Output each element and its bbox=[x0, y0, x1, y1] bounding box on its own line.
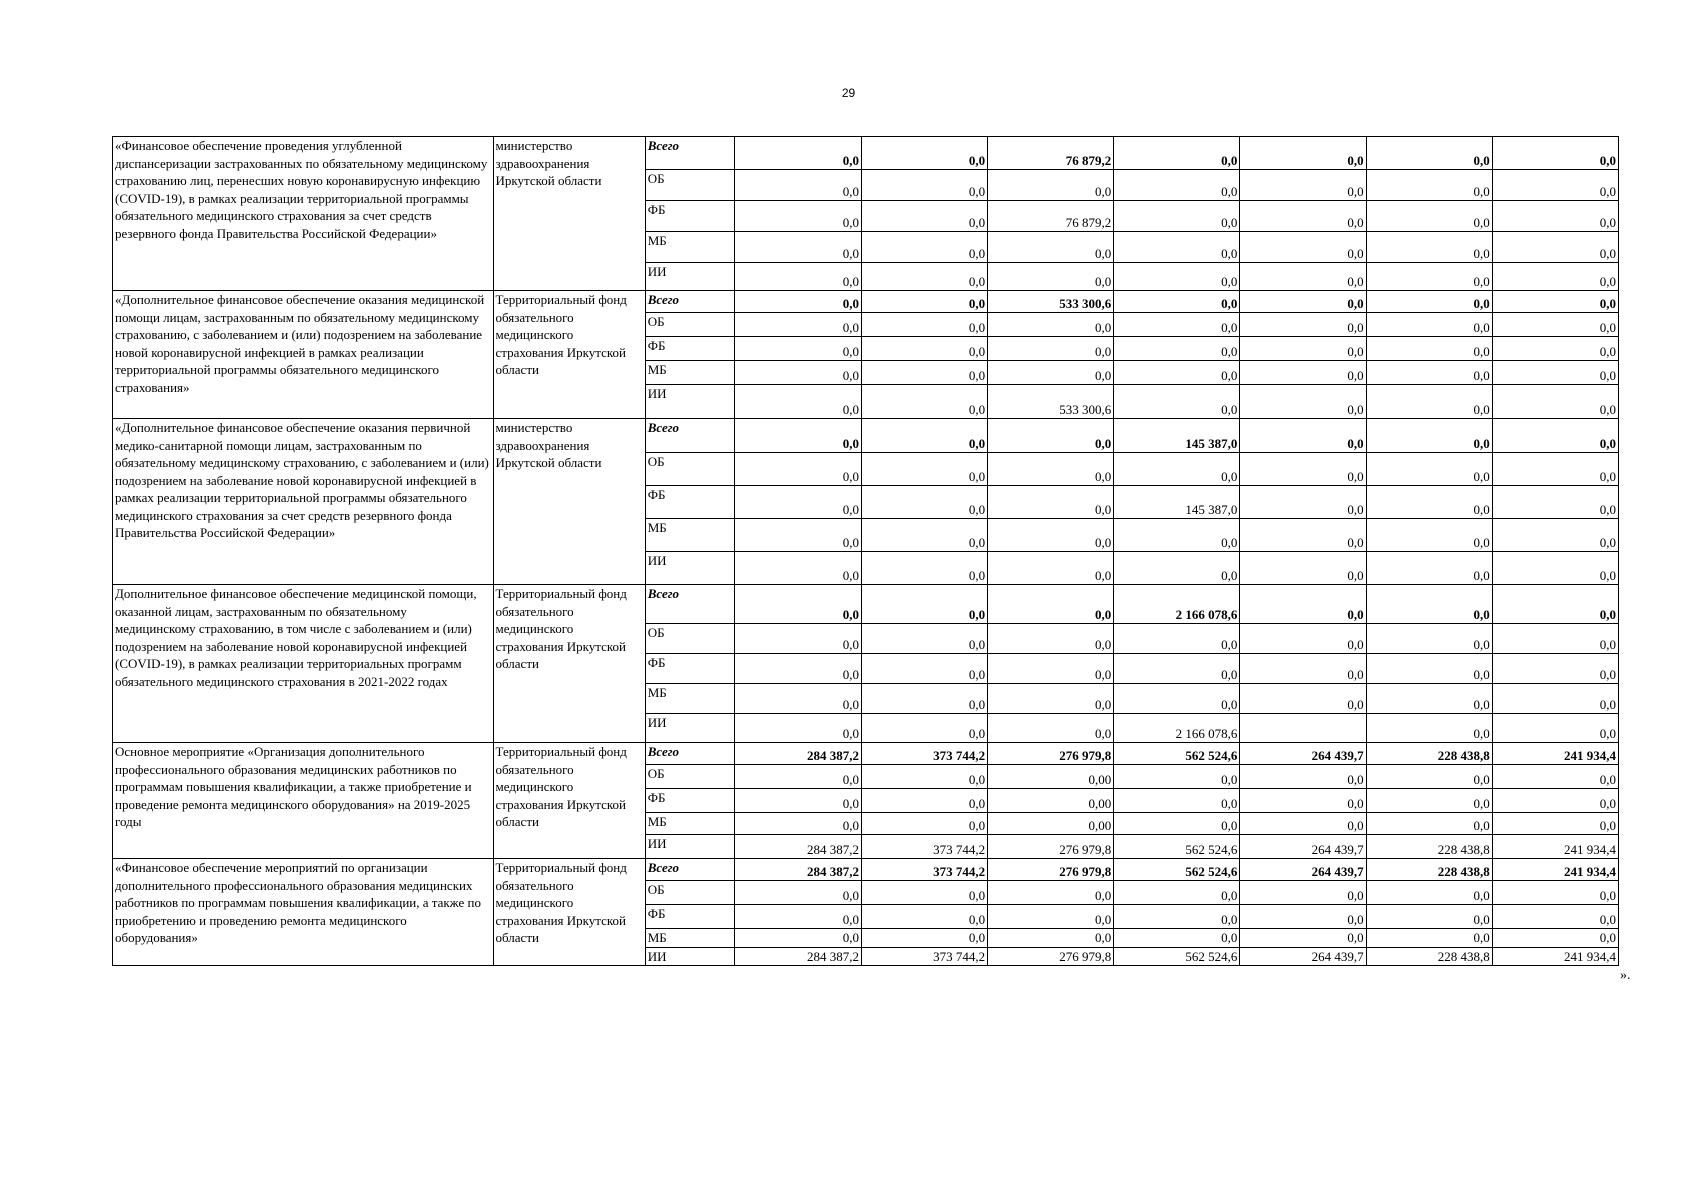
amount-cell: 0,0 bbox=[861, 337, 987, 361]
amount-cell: 0,0 bbox=[1492, 313, 1618, 337]
amount-cell: 0,0 bbox=[1240, 684, 1366, 714]
amount-cell: 0,0 bbox=[1240, 170, 1366, 201]
amount-cell: 228 438,8 bbox=[1366, 743, 1492, 765]
amount-cell: 0,0 bbox=[1492, 453, 1618, 486]
amount-cell: 562 524,6 bbox=[1114, 947, 1240, 966]
amount-cell: 0,0 bbox=[1114, 624, 1240, 654]
amount-cell: 0,0 bbox=[861, 881, 987, 905]
amount-cell: 0,0 bbox=[1240, 654, 1366, 684]
funding-source-cell: Всего bbox=[645, 137, 734, 170]
amount-cell: 0,0 bbox=[988, 624, 1114, 654]
amount-cell: 0,0 bbox=[861, 813, 987, 835]
amount-cell: 284 387,2 bbox=[734, 947, 861, 966]
amount-cell: 0,0 bbox=[734, 813, 861, 835]
amount-cell: 0,0 bbox=[734, 361, 861, 385]
funding-source-cell: Всего bbox=[645, 291, 734, 313]
amount-cell: 0,0 bbox=[1366, 624, 1492, 654]
amount-cell: 0,0 bbox=[1366, 765, 1492, 789]
amount-cell: 0,0 bbox=[988, 519, 1114, 552]
amount-cell: 0,0 bbox=[1366, 263, 1492, 291]
amount-cell: 0,0 bbox=[1240, 453, 1366, 486]
amount-cell: 0,0 bbox=[1492, 929, 1618, 948]
funding-source-cell: ОБ bbox=[645, 170, 734, 201]
amount-cell: 0,0 bbox=[861, 291, 987, 313]
amount-cell: 0,0 bbox=[1240, 881, 1366, 905]
amount-cell: 0,0 bbox=[1366, 232, 1492, 263]
amount-cell: 264 439,7 bbox=[1240, 947, 1366, 966]
amount-cell: 0,00 bbox=[988, 765, 1114, 789]
amount-cell: 0,0 bbox=[861, 654, 987, 684]
amount-cell: 264 439,7 bbox=[1240, 859, 1366, 881]
amount-cell: 0,0 bbox=[1492, 585, 1618, 624]
funding-table bbox=[112, 136, 1619, 966]
amount-cell: 562 524,6 bbox=[1114, 743, 1240, 765]
amount-cell: 0,0 bbox=[1240, 232, 1366, 263]
amount-cell: 0,0 bbox=[988, 585, 1114, 624]
amount-cell: 0,0 bbox=[1114, 313, 1240, 337]
amount-cell: 0,0 bbox=[734, 337, 861, 361]
amount-cell: 0,0 bbox=[861, 201, 987, 232]
amount-cell: 0,0 bbox=[734, 232, 861, 263]
amount-cell: 0,0 bbox=[1114, 552, 1240, 585]
amount-cell: 284 387,2 bbox=[734, 743, 861, 765]
amount-cell: 0,0 bbox=[1240, 929, 1366, 948]
amount-cell: 0,0 bbox=[988, 337, 1114, 361]
amount-cell: 0,0 bbox=[1114, 337, 1240, 361]
amount-cell: 276 979,8 bbox=[988, 835, 1114, 859]
amount-cell: 0,0 bbox=[1492, 714, 1618, 743]
funding-source-cell: ИИ bbox=[645, 947, 734, 966]
amount-cell: 0,0 bbox=[734, 552, 861, 585]
amount-cell: 0,00 bbox=[988, 789, 1114, 813]
amount-cell: 76 879,2 bbox=[988, 201, 1114, 232]
amount-cell: 0,0 bbox=[1366, 291, 1492, 313]
page-number: 29 bbox=[841, 86, 856, 100]
amount-cell: 0,0 bbox=[1492, 337, 1618, 361]
amount-cell: 0,0 bbox=[1492, 765, 1618, 789]
amount-cell: 284 387,2 bbox=[734, 859, 861, 881]
table-row bbox=[113, 743, 1619, 765]
amount-cell: 0,0 bbox=[1366, 552, 1492, 585]
amount-cell: 0,0 bbox=[988, 905, 1114, 929]
amount-cell: 0,0 bbox=[734, 385, 861, 419]
amount-cell: 0,0 bbox=[734, 684, 861, 714]
amount-cell: 0,0 bbox=[1366, 201, 1492, 232]
amount-cell bbox=[1240, 714, 1366, 743]
measure-name-cell: «Финансовое обеспечение мероприятий по организации дополнительного профессионального образования медицинских работников по программам повышения квалификации, а также по приобретению и проведению ремонта медицинского оборудования» bbox=[113, 859, 494, 966]
executor-cell: министерство здравоохранения Иркутской области bbox=[493, 419, 645, 585]
amount-cell: 0,0 bbox=[861, 585, 987, 624]
executor-cell: Территориальный фонд обязательного медицинского страхования Иркутской области bbox=[493, 291, 645, 419]
amount-cell: 228 438,8 bbox=[1366, 859, 1492, 881]
amount-cell: 2 166 078,6 bbox=[1114, 714, 1240, 743]
funding-source-cell: Всего bbox=[645, 419, 734, 453]
amount-cell: 0,0 bbox=[861, 765, 987, 789]
amount-cell: 0,0 bbox=[1240, 263, 1366, 291]
amount-cell: 0,0 bbox=[1366, 486, 1492, 519]
amount-cell: 0,0 bbox=[988, 313, 1114, 337]
amount-cell: 0,0 bbox=[861, 313, 987, 337]
amount-cell: 0,0 bbox=[734, 419, 861, 453]
funding-source-cell: ИИ bbox=[645, 385, 734, 419]
amount-cell: 145 387,0 bbox=[1114, 419, 1240, 453]
amount-cell: 0,0 bbox=[1366, 789, 1492, 813]
amount-cell: 0,0 bbox=[1240, 552, 1366, 585]
table-body bbox=[113, 137, 1619, 966]
amount-cell: 0,0 bbox=[861, 263, 987, 291]
amount-cell: 0,0 bbox=[988, 881, 1114, 905]
amount-cell: 533 300,6 bbox=[988, 291, 1114, 313]
amount-cell: 0,0 bbox=[1492, 232, 1618, 263]
amount-cell: 0,0 bbox=[1492, 385, 1618, 419]
amount-cell: 0,0 bbox=[988, 453, 1114, 486]
amount-cell: 0,0 bbox=[1492, 419, 1618, 453]
amount-cell: 228 438,8 bbox=[1366, 835, 1492, 859]
funding-source-cell: ИИ bbox=[645, 552, 734, 585]
amount-cell: 0,0 bbox=[861, 789, 987, 813]
amount-cell: 0,0 bbox=[988, 929, 1114, 948]
amount-cell: 0,0 bbox=[734, 486, 861, 519]
amount-cell: 562 524,6 bbox=[1114, 835, 1240, 859]
amount-cell: 0,0 bbox=[1366, 519, 1492, 552]
amount-cell: 0,0 bbox=[1492, 486, 1618, 519]
amount-cell: 0,0 bbox=[861, 232, 987, 263]
funding-source-cell: ОБ bbox=[645, 881, 734, 905]
funding-source-cell: МБ bbox=[645, 684, 734, 714]
amount-cell: 0,0 bbox=[988, 552, 1114, 585]
funding-source-cell: ОБ bbox=[645, 765, 734, 789]
amount-cell: 0,0 bbox=[1366, 881, 1492, 905]
amount-cell: 0,0 bbox=[861, 361, 987, 385]
amount-cell: 0,0 bbox=[861, 519, 987, 552]
amount-cell: 0,0 bbox=[1114, 813, 1240, 835]
amount-cell: 0,0 bbox=[1114, 232, 1240, 263]
amount-cell: 0,0 bbox=[861, 385, 987, 419]
amount-cell: 0,0 bbox=[1114, 291, 1240, 313]
amount-cell: 0,0 bbox=[1240, 905, 1366, 929]
funding-source-cell: ФБ bbox=[645, 654, 734, 684]
amount-cell: 0,0 bbox=[1114, 137, 1240, 170]
funding-source-cell: Всего bbox=[645, 585, 734, 624]
amount-cell: 264 439,7 bbox=[1240, 835, 1366, 859]
funding-source-cell: ОБ bbox=[645, 624, 734, 654]
amount-cell: 0,0 bbox=[1114, 453, 1240, 486]
amount-cell: 0,0 bbox=[861, 624, 987, 654]
amount-cell: 241 934,4 bbox=[1492, 743, 1618, 765]
amount-cell: 0,0 bbox=[734, 519, 861, 552]
amount-cell: 0,0 bbox=[1366, 905, 1492, 929]
amount-cell: 0,0 bbox=[1492, 881, 1618, 905]
amount-cell: 0,0 bbox=[1114, 263, 1240, 291]
amount-cell: 0,0 bbox=[1366, 585, 1492, 624]
measure-name-cell: Дополнительное финансовое обеспечение медицинской помощи, оказанной лицам, застрахованным по обязательному медицинскому страхованию, в том числе с заболеванием и (или) подозрением на заболевание новой коронавирусной инфекцией (COVID-19), в рамках реализации территориальных программ обязательного медицинского страхования в 2021-2022 годах bbox=[113, 585, 494, 743]
amount-cell: 0,0 bbox=[988, 170, 1114, 201]
closing-quote-mark: ». bbox=[1620, 968, 1631, 983]
amount-cell: 0,0 bbox=[1492, 291, 1618, 313]
amount-cell: 0,0 bbox=[1114, 789, 1240, 813]
funding-source-cell: ОБ bbox=[645, 313, 734, 337]
funding-source-cell: МБ bbox=[645, 929, 734, 948]
amount-cell: 0,0 bbox=[861, 929, 987, 948]
amount-cell: 0,0 bbox=[1492, 201, 1618, 232]
amount-cell: 0,0 bbox=[861, 905, 987, 929]
amount-cell: 0,0 bbox=[734, 624, 861, 654]
amount-cell: 0,0 bbox=[1366, 419, 1492, 453]
amount-cell: 241 934,4 bbox=[1492, 859, 1618, 881]
funding-source-cell: ФБ bbox=[645, 789, 734, 813]
amount-cell: 0,0 bbox=[861, 170, 987, 201]
amount-cell: 0,0 bbox=[1492, 684, 1618, 714]
funding-source-cell: Всего bbox=[645, 859, 734, 881]
amount-cell: 276 979,8 bbox=[988, 947, 1114, 966]
amount-cell: 76 879,2 bbox=[988, 137, 1114, 170]
amount-cell: 0,0 bbox=[988, 486, 1114, 519]
amount-cell: 0,00 bbox=[988, 813, 1114, 835]
funding-source-cell: ФБ bbox=[645, 337, 734, 361]
amount-cell: 0,0 bbox=[734, 263, 861, 291]
amount-cell: 0,0 bbox=[734, 654, 861, 684]
executor-cell: Территориальный фонд обязательного медицинского страхования Иркутской области bbox=[493, 743, 645, 859]
amount-cell: 241 934,4 bbox=[1492, 947, 1618, 966]
amount-cell: 0,0 bbox=[734, 905, 861, 929]
amount-cell: 0,0 bbox=[1114, 765, 1240, 789]
amount-cell: 284 387,2 bbox=[734, 835, 861, 859]
amount-cell: 0,0 bbox=[1240, 486, 1366, 519]
funding-source-cell: ИИ bbox=[645, 263, 734, 291]
amount-cell: 0,0 bbox=[1366, 137, 1492, 170]
amount-cell: 0,0 bbox=[734, 881, 861, 905]
amount-cell: 0,0 bbox=[1366, 684, 1492, 714]
amount-cell: 0,0 bbox=[1492, 789, 1618, 813]
amount-cell: 0,0 bbox=[1366, 654, 1492, 684]
amount-cell: 0,0 bbox=[1366, 170, 1492, 201]
amount-cell: 0,0 bbox=[1366, 453, 1492, 486]
amount-cell: 0,0 bbox=[734, 313, 861, 337]
amount-cell: 0,0 bbox=[1240, 419, 1366, 453]
amount-cell: 0,0 bbox=[1366, 929, 1492, 948]
funding-source-cell: МБ bbox=[645, 361, 734, 385]
amount-cell: 0,0 bbox=[1240, 519, 1366, 552]
measure-name-cell: «Дополнительное финансовое обеспечение оказания первичной медико-санитарной помощи лицам, застрахованным по обязательному медицинскому страхованию, с заболеванием и (или) подозрением на заболевание новой коронавирусной инфекцией в рамках реализации территориальной программы обязательного медицинского страхования за счет средств резервного фонда Правительства Российской Федерации» bbox=[113, 419, 494, 585]
amount-cell: 0,0 bbox=[734, 137, 861, 170]
amount-cell: 0,0 bbox=[1366, 714, 1492, 743]
amount-cell: 0,0 bbox=[1492, 624, 1618, 654]
amount-cell: 0,0 bbox=[988, 232, 1114, 263]
funding-source-cell: ФБ bbox=[645, 201, 734, 232]
amount-cell: 0,0 bbox=[1492, 170, 1618, 201]
funding-source-cell: ОБ bbox=[645, 453, 734, 486]
table-row bbox=[113, 419, 1619, 453]
executor-cell: Территориальный фонд обязательного медицинского страхования Иркутской области bbox=[493, 585, 645, 743]
amount-cell: 0,0 bbox=[1114, 881, 1240, 905]
amount-cell: 0,0 bbox=[1492, 263, 1618, 291]
amount-cell: 0,0 bbox=[734, 585, 861, 624]
measure-name-cell: «Дополнительное финансовое обеспечение оказания медицинской помощи лицам, застрахованным по обязательному медицинскому страхованию, с заболеванием и (или) подозрением на заболевание новой коронавирусной инфекцией в рамках реализации территориальной программы обязательного медицинского страхования» bbox=[113, 291, 494, 419]
amount-cell: 0,0 bbox=[1240, 361, 1366, 385]
amount-cell: 0,0 bbox=[988, 684, 1114, 714]
amount-cell: 0,0 bbox=[1240, 337, 1366, 361]
amount-cell: 373 744,2 bbox=[861, 743, 987, 765]
funding-source-cell: МБ bbox=[645, 813, 734, 835]
amount-cell: 0,0 bbox=[734, 765, 861, 789]
amount-cell: 0,0 bbox=[1240, 137, 1366, 170]
amount-cell: 0,0 bbox=[988, 263, 1114, 291]
amount-cell: 0,0 bbox=[1492, 552, 1618, 585]
amount-cell: 0,0 bbox=[734, 201, 861, 232]
funding-source-cell: МБ bbox=[645, 232, 734, 263]
measure-name-cell: «Финансовое обеспечение проведения углубленной диспансеризации застрахованных по обязательному медицинскому страхованию лиц, перенесших новую коронавирусную инфекцию (COVID-19), в рамках реализации территориальной программы обязательного медицинского страхования за счет средств резервного фонда Правительства Российской Федерации» bbox=[113, 137, 494, 291]
funding-source-cell: Всего bbox=[645, 743, 734, 765]
amount-cell: 0,0 bbox=[1366, 313, 1492, 337]
executor-cell: министерство здравоохранения Иркутской области bbox=[493, 137, 645, 291]
amount-cell: 0,0 bbox=[861, 453, 987, 486]
amount-cell: 0,0 bbox=[1114, 170, 1240, 201]
amount-cell: 0,0 bbox=[861, 684, 987, 714]
amount-cell: 0,0 bbox=[1492, 137, 1618, 170]
amount-cell: 0,0 bbox=[1114, 654, 1240, 684]
amount-cell: 0,0 bbox=[1114, 519, 1240, 552]
amount-cell: 0,0 bbox=[1240, 789, 1366, 813]
amount-cell: 0,0 bbox=[1366, 813, 1492, 835]
amount-cell: 0,0 bbox=[734, 453, 861, 486]
amount-cell: 0,0 bbox=[1492, 654, 1618, 684]
amount-cell: 0,0 bbox=[1114, 929, 1240, 948]
amount-cell: 0,0 bbox=[1240, 624, 1366, 654]
amount-cell: 373 744,2 bbox=[861, 835, 987, 859]
amount-cell: 0,0 bbox=[1492, 519, 1618, 552]
amount-cell: 0,0 bbox=[861, 486, 987, 519]
funding-source-cell: ИИ bbox=[645, 714, 734, 743]
amount-cell: 373 744,2 bbox=[861, 859, 987, 881]
amount-cell: 0,0 bbox=[988, 654, 1114, 684]
amount-cell: 0,0 bbox=[734, 714, 861, 743]
amount-cell: 0,0 bbox=[861, 419, 987, 453]
amount-cell: 562 524,6 bbox=[1114, 859, 1240, 881]
amount-cell: 0,0 bbox=[1240, 765, 1366, 789]
table-row bbox=[113, 291, 1619, 313]
amount-cell: 145 387,0 bbox=[1114, 486, 1240, 519]
amount-cell: 0,0 bbox=[1240, 385, 1366, 419]
amount-cell: 0,0 bbox=[988, 361, 1114, 385]
amount-cell: 0,0 bbox=[1114, 361, 1240, 385]
amount-cell: 0,0 bbox=[1492, 905, 1618, 929]
amount-cell: 0,0 bbox=[1492, 813, 1618, 835]
amount-cell: 0,0 bbox=[1492, 361, 1618, 385]
amount-cell: 0,0 bbox=[1240, 813, 1366, 835]
amount-cell: 0,0 bbox=[1240, 291, 1366, 313]
amount-cell: 0,0 bbox=[734, 170, 861, 201]
amount-cell: 0,0 bbox=[1114, 201, 1240, 232]
table-row bbox=[113, 859, 1619, 881]
amount-cell: 0,0 bbox=[1240, 201, 1366, 232]
amount-cell: 0,0 bbox=[1366, 337, 1492, 361]
amount-cell: 0,0 bbox=[734, 291, 861, 313]
amount-cell: 0,0 bbox=[1240, 585, 1366, 624]
amount-cell: 228 438,8 bbox=[1366, 947, 1492, 966]
executor-cell: Территориальный фонд обязательного медицинского страхования Иркутской области bbox=[493, 859, 645, 966]
amount-cell: 0,0 bbox=[1366, 361, 1492, 385]
amount-cell: 276 979,8 bbox=[988, 859, 1114, 881]
amount-cell: 0,0 bbox=[1366, 385, 1492, 419]
amount-cell: 0,0 bbox=[734, 929, 861, 948]
amount-cell: 264 439,7 bbox=[1240, 743, 1366, 765]
amount-cell: 0,0 bbox=[1114, 905, 1240, 929]
measure-name-cell: Основное мероприятие «Организация дополнительного профессионального образования медицинских работников по программам повышения квалификации, а также приобретение и проведение ремонта медицинского оборудования» на 2019-2025 годы bbox=[113, 743, 494, 859]
amount-cell: 0,0 bbox=[861, 714, 987, 743]
table-row bbox=[113, 585, 1619, 624]
funding-source-cell: МБ bbox=[645, 519, 734, 552]
amount-cell: 0,0 bbox=[734, 789, 861, 813]
amount-cell: 0,0 bbox=[1240, 313, 1366, 337]
funding-source-cell: ФБ bbox=[645, 486, 734, 519]
amount-cell: 2 166 078,6 bbox=[1114, 585, 1240, 624]
table-row bbox=[113, 137, 1619, 170]
funding-source-cell: ИИ bbox=[645, 835, 734, 859]
amount-cell: 533 300,6 bbox=[988, 385, 1114, 419]
amount-cell: 0,0 bbox=[861, 552, 987, 585]
amount-cell: 241 934,4 bbox=[1492, 835, 1618, 859]
amount-cell: 0,0 bbox=[988, 419, 1114, 453]
amount-cell: 0,0 bbox=[861, 137, 987, 170]
amount-cell: 0,0 bbox=[1114, 684, 1240, 714]
amount-cell: 0,0 bbox=[1114, 385, 1240, 419]
amount-cell: 0,0 bbox=[988, 714, 1114, 743]
funding-source-cell: ФБ bbox=[645, 905, 734, 929]
amount-cell: 373 744,2 bbox=[861, 947, 987, 966]
amount-cell: 276 979,8 bbox=[988, 743, 1114, 765]
